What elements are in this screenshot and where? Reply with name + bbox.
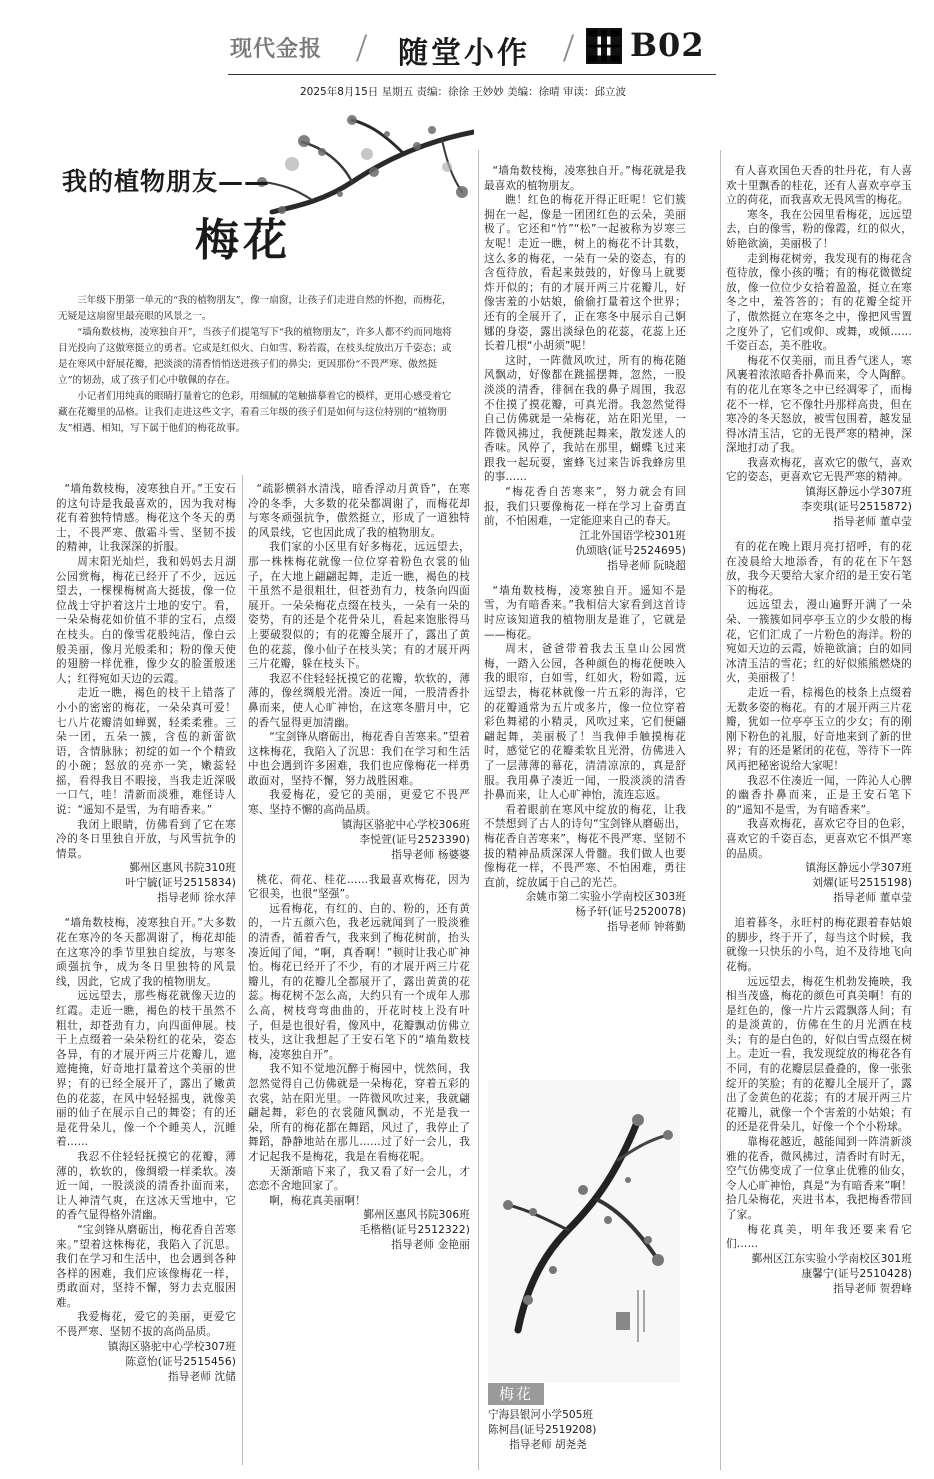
author-name: 李奕琪(证号2515872)	[801, 501, 912, 514]
article-paragraph: 有的花在晚上跟月亮打招呼，有的花在凌晨给大地添香，有的花在下午怒放，我今天要给大家介绍的是王安石笔下的梅花。	[726, 541, 912, 597]
masthead-divider: /	[563, 25, 575, 70]
article-paragraph: 周末阳光灿烂，我和妈妈去月湖公园赏梅，梅花已经开了不少，远远望去，一棵棵梅树高大挺拔，像一位位战士守护着这片土地的安宁。看，一朵朵梅花如价值不菲的宝石，点缀在枝头。白的像雪花般纯洁，像白云般美丽，像月光般柔和；粉的像天使的翅膀一样优雅，像少女的脸蛋般迷人；红得宛如天边的云霞。	[56, 555, 236, 685]
page-number: B02	[630, 26, 705, 64]
article-paragraph: 远远望去，漫山遍野开满了一朵朵、一簇簇如同亭亭玉立的少女般的梅花，它们汇成了一片粉色的海洋。粉的宛如天边的云霞，娇艳欲滴；白的如同冰清玉洁的雪花；红的好似熊熊燃烧的火，美丽极了！	[726, 599, 912, 685]
teacher-name: 指导老师 沈储	[168, 1370, 236, 1383]
column-divider	[242, 475, 243, 1465]
article	[56, 482, 236, 906]
headline-line-1: 我的植物朋友——	[62, 167, 271, 196]
article	[248, 873, 470, 1254]
article-paragraph: 我喜欢梅花，喜欢它夺目的色彩，喜欢它的千姿百态，更喜欢它不惧严寒的品质。	[726, 818, 912, 860]
article-paragraph: “墙角数枝梅，凌寒独自开。”大多数花在寒冷的冬天都凋谢了，梅花却能在这寒冷的季节里独自绽放，与寒冬顽强抗争，成为冬日里独特的风景线，因此，它成了我的植物朋友。	[56, 917, 236, 988]
hero-banner	[22, 112, 474, 292]
paper-name: 现代金报	[230, 36, 323, 62]
masthead-divider: /	[356, 25, 368, 70]
teacher-name: 指导老师 董卓莹	[833, 892, 912, 905]
column-divider	[478, 150, 479, 1470]
school-name: 宁海县银河小学505班	[488, 1409, 593, 1421]
article-paragraph: 我喜欢梅花，喜欢它的傲气，喜欢它的姿态，更喜欢它无畏严寒的精神。	[726, 456, 912, 484]
teacher-name: 指导老师 杨婆婆	[391, 848, 470, 861]
article-paragraph: 梅花不仅美丽，而且香气迷人，寒风裹着浓浓暗香扑鼻而来，令人陶醉。有的花儿在寒冬之中已经凋零了，而梅花不一样，它不像牡丹那样高贵，但在寒冷的冬天怒放，被雪包围着，越发显得冰清玉洁，它的无畏严寒的精神，深深地打动了我。	[726, 354, 912, 455]
author-name: 陈意怡(证号2515456)	[125, 1355, 236, 1368]
article	[248, 482, 470, 863]
article-paragraph: 我不知不觉地沉醉于梅园中，恍然间，我忽然觉得自己仿佛就是一朵梅花，穿着五彩的衣裳，站在阳光里。一阵微风吹过来，我就翩翩起舞，彩色的衣裳随风飘动，不光是我一朵，所有的梅花都在舞蹈，风过了，我停止了舞蹈，静静地站在那儿……过了好一会儿，我才记起我不是梅花，我是在看梅花呢。	[248, 1063, 470, 1163]
article-paragraph: 远远望去，梅花生机勃发掩映，我相当茂盛，梅花的颜色可真美啊！有的是红色的，像一片片云霞飘落人间；有的是淡黄的，仿佛在生的月光洒在枝头；有的是白色的，好似白雪点缀在树上。走近一看，我发现绽放的梅花各有不同，有的花瓣层层叠叠的，像一张张绽开的笑脸；有的花瓣儿全展开了，露出了金黄色的花蕊；有的才展开两三片花瓣儿，就像一个个害羞的小姑娘；有的还是花骨朵儿，好像一个个小粉球。	[726, 975, 912, 1134]
dateline: 2025年8月15日 星期五 责编：徐徐 王妙妙 美编：徐晴 审读：邱立波	[300, 86, 626, 98]
header-rule	[228, 74, 716, 75]
column-1	[56, 478, 236, 1385]
article	[484, 584, 686, 935]
teacher-name: 指导老师 金艳丽	[391, 1239, 470, 1252]
article-paragraph: 靠梅花越近，越能闻到一阵清新淡雅的花香，微风拂过，清香时有时无，空气仿佛变成了一位拿止优雅的仙女，令人心旷神怡，真是“为有暗香来”啊！拾几朵梅花，夹进书本，我把梅香带回了家。	[726, 1136, 912, 1221]
article-paragraph: “宝剑锋从磨砺出，梅花香自苦寒来。”望着这株梅花，我陷入了沉思：我们在学习和生活中也会遇到许多困难，我们也应像梅花一样勇敢面对，坚持不懈，努力战胜困难。	[248, 731, 470, 787]
article-paragraph: 我们家的小区里有好多梅花，远远望去，那一株株梅花就像一位位穿着粉色衣裳的仙子，在大地上翩翩起舞，走近一瞧，褐色的枝干虽然不是很粗壮，但苍劲有力，枝条向四面展开。一朵朵梅花点缀在枝头，一朵有一朵的姿势，有的还是个花骨朵儿，看起来饱胀得马上要破裂似的；有的花瓣全展开了，露出了黄色的花蕊，像小仙子在枝头笑；有的才展开两三片花瓣，躲在枝头下。	[248, 541, 470, 671]
teacher-name: 指导老师 胡尧尧	[509, 1439, 587, 1451]
article-paragraph: 我忍不住轻轻抚摸它的花瓣，薄薄的，软软的，像绸缎一样柔软。凑近一闻，一股淡淡的清香扑面而来，让人神清气爽，在这冰天雪地中，它的香气显得格外清幽。	[56, 1150, 236, 1222]
column-2	[248, 478, 470, 1253]
school-name: 鄞州区江东实验小学南校区301班	[751, 1252, 912, 1265]
article-paragraph: 我忍不住凑近一闻，一阵沁人心脾的幽香扑鼻而来，正是王安石笔下的“遥知不是雪，为有暗香来”。	[726, 774, 912, 816]
article-paragraph: 梅花真美，明年我还要来看它们……	[726, 1223, 912, 1251]
teacher-name: 指导老师 徐水萍	[157, 892, 236, 905]
author-name: 毛楷楷(证号2512322)	[359, 1224, 470, 1237]
article-paragraph: 瞧！红色的梅花开得正旺呢！它们簇拥在一起，像是一团团红色的云朵，美丽极了。它还和“竹”“松”一起被称为岁寒三友呢！走近一瞧，树上的梅花不计其数，这么多的梅花，一朵有一朵的姿态，有的含苞待放，看起来鼓鼓的，好像马上就要炸开似的；有的才展开两三片花瓣儿，好像害羞的小姑娘，偷偷打量着这个世界；还有的全展开了，正在寒冬中展示自己婀娜的身姿，露出淡绿色的花蕊，花蕊上还长着几根“小胡须”呢！	[484, 194, 686, 353]
school-name: 镇海区骆驼中心学校307班	[107, 1340, 236, 1353]
school-name: 江北外国语学校301班	[579, 529, 686, 542]
column-divider	[720, 150, 721, 1470]
author-name: 仇颂晗(证号2524695)	[575, 544, 686, 557]
school-name: 镇海区骆驼中心学校306班	[341, 818, 470, 831]
article-paragraph: 有人喜欢国色天香的牡丹花，有人喜欢十里飘香的桂花，还有人喜欢亭亭玉立的荷花，而我喜欢无畏风雪的梅花。	[726, 165, 912, 207]
article	[484, 164, 686, 574]
article-paragraph: “疏影横斜水清浅，暗香浮动月黄昏”，在寒冷的冬季，大多数的花朵都凋谢了，而梅花却与寒冬顽强抗争，傲然挺立，形成了一道独特的风景线，它也因此成了我的植物朋友。	[248, 483, 470, 539]
school-name: 镇海区静远小学307班	[805, 486, 912, 499]
teacher-name: 指导老师 董卓莹	[833, 516, 912, 529]
article	[56, 916, 236, 1384]
column-4	[726, 160, 912, 1297]
headline-line-2: 梅花	[195, 215, 291, 266]
school-name: 鄞州区惠风书院306班	[363, 1209, 470, 1222]
article-paragraph: 我忍不住轻轻抚摸它的花瓣，软软的，薄薄的，像丝绸般光滑。凑近一闻，一股清香扑鼻而来，使人心旷神怡，在这寒冬腊月中，它的香气显得更加清幽。	[248, 672, 470, 729]
teacher-name: 指导老师 钟蒋勤	[607, 921, 686, 934]
article-paragraph: 追着暮冬，永旺村的梅花跟着春姑娘的脚步，终于开了，每当这个时候，我就像一只快乐的小鸟，迫不及待地飞向花梅。	[726, 917, 912, 973]
article-paragraph: “梅花香自苦寒来”，努力就会有回报，我们只要像梅花一样在学习上奋勇直前，不怕困难，一定能迎来自己的春天。	[484, 486, 686, 528]
author-name: 李悦萱(证号2523390)	[359, 833, 470, 846]
author-name: 康馨宁(证号2510428)	[801, 1267, 912, 1280]
article-paragraph: 寒冬，我在公园里看梅花，远远望去，白的像雪，粉的像霞，红的似火，娇艳欲滴，美丽极了！	[726, 208, 912, 250]
article-paragraph: 天渐渐暗下来了，我又看了好一会儿，才恋恋不舍地回家了。	[248, 1165, 470, 1193]
qr-code-icon[interactable]	[586, 28, 622, 64]
column-3	[484, 160, 686, 935]
article-paragraph: 周末，爸爸带着我去玉皇山公园赏梅，一踏入公园，各种颜色的梅花便映入我的眼帘，白如雪，红如火，粉如霞，远远望去，梅花林就像一片五彩的海洋，它的花瓣通常为五片或多片，像一位位穿着彩色舞裙的小精灵，风吹过来，它们便翩翩起舞，美丽极了！当我伸手触摸梅花时，感觉它的花瓣柔软且光滑，仿佛进入了一层薄薄的幕花，清清凉凉的，真是舒服。我用鼻子凑近一闻，一股淡淡的清香扑鼻而来，让人心旷神怡，流连忘返。	[484, 643, 686, 802]
article-paragraph: 我爱梅花，爱它的美丽，更爱它不畏严寒、坚持不懈的高尚品质。	[248, 789, 470, 817]
article-paragraph: “墙角数枝梅，凌寒独自开。遥知不是雪，为有暗香来。”我相信大家看到这首诗时应该知道我的植物朋友是谁了，它就是——梅花。	[484, 584, 686, 641]
plum-painting-image	[488, 1080, 680, 1382]
school-name: 镇海区静远小学307班	[805, 862, 912, 875]
intro-paragraph: 小记者们用纯真的眼睛打量着它的色彩，用细腻的笔触描摹着它的模样，更用心感受着它藏在花瓣里的品格。让我们走进这些文字，看看三年级的孩子们是如何与这位特别的“植物朋友”相遇、相知，写下属于他们的梅花故事。	[58, 391, 452, 434]
article	[726, 164, 912, 530]
teacher-name: 指导老师 贺碧峰	[833, 1282, 912, 1295]
author-name: 杨予轩(证号2520078)	[575, 906, 686, 919]
article-paragraph: 走近一瞧，褐色的枝干上错落了小小的密密的梅花，一朵朵真可爱！七八片花瓣清如蝉翼，轻柔柔雅。三朵一团，五朵一簇，含苞的新蕾欲语，含情脉脉；初绽的如一个个精致的小碗；怒放的亮亦一笑，嫩蕊轻摇，看得我目不暇接，当我走近深吸一口气，哇！清新而淡雅，难怪诗人说：“遥知不是雪，为有暗香来。”	[56, 687, 236, 817]
article-paragraph: 桃花、荷花、桂花……我最喜欢梅花，因为它很美，也很“坚强”。	[248, 873, 470, 901]
intro-paragraph: 三年级下册第一单元的“我的植物朋友”，像一扇窗，让孩子们走进自然的怀抱，而梅花，无疑是这扇窗里最亮眼的风景之一。	[58, 295, 452, 322]
school-name: 余姚市第二实验小学南校区303班	[525, 891, 686, 904]
masthead	[228, 24, 720, 76]
intro-paragraph: “墙角数枝梅，凌寒独自开”，当孩子们提笔写下“我的植物朋友”，许多人都不约而同地将目光投向了这傲寒挺立的勇者。它或是红似火、白如雪、粉若霞，在枝头绽放出万千姿态；或是在寒风中舒展花瓣，把淡淡的清香悄悄送进孩子们的鼻尖；更因那份“不畏严寒、傲然挺立”的韧劲，成了孩子们心中敬佩的存在。	[58, 327, 452, 386]
school-name: 鄞州区惠风书院310班	[129, 862, 236, 875]
teacher-name: 指导老师 阮晓超	[607, 559, 686, 572]
article-paragraph: 我爱梅花，爱它的美丽，更爱它不畏严寒、坚韧不拔的高尚品质。	[56, 1311, 236, 1339]
author-name: 刘燿(证号2515198)	[812, 877, 912, 890]
article-paragraph: “墙角数枝梅，凌寒独自开。”梅花就是我最喜欢的植物朋友。	[484, 165, 686, 192]
photo-credit	[488, 1408, 596, 1453]
article-paragraph: 啊，梅花真美丽啊！	[269, 1194, 366, 1207]
section-title: 随堂小作	[398, 36, 530, 71]
article-paragraph: 我闭上眼睛，仿佛看到了它在寒冷的冬日里独自开放，与风雪抗争的情景。	[56, 818, 236, 860]
article-paragraph: 走到梅花树旁，我发现有的梅花含苞待放，像小孩的嘴；有的梅花微微绽放，像一位位少女拾着盈盈，挺立在寒冬之中，羞答答的；有的花瓣全绽开了，傲然挺立在寒冬之中，像把风雪置之度外了，它们或仰、或舞，或倾……千姿百态，美不胜收。	[726, 252, 912, 353]
article-paragraph: 远远望去，那些梅花就像天边的红霞。走近一瞧，褐色的枝干虽然不粗壮，却苍劲有力，向四面伸展。枝干上点缀着一朵朵粉红的花朵，姿态各异，有的才展开两三片花瓣儿，遮遮掩掩，好奇地打量着这个美丽的世界；有的已经全展开了，露出了嫩黄色的花蕊，在风中轻轻摇曳，就像美丽的仙子在展示自己的舞姿；有的还是花骨朵儿，像一个个睡美人，沉睡着……	[56, 990, 236, 1149]
article-paragraph: 远看梅花，有红的、白的、粉的，还有黄的，一片五颜六色，我老远就闻到了一股淡雅的清香，循着香气，我来到了梅花树前，抬头凑近闻了闻，“啊，真香啊！”顿时让我心旷神怡。梅花已经开了不少，有的才展开两三片花瓣儿，有的花瓣儿全都展开了，露出黄黄的花蕊。梅花树不怎么高，大约只有一个成年人那么高，树枝弯弯曲曲的，开花时枝上没有叶子，但是也很好看，像风中，花瓣飘动仿佛立枝头，这让我想起了王安石笔下的“墙角数枝梅，凌寒独自开”。	[248, 902, 470, 1061]
article-paragraph: 这时，一阵微风吹过，所有的梅花随风飘动，好像都在跳摇摆舞，忽然，一股淡淡的清香，徘徊在我的鼻子周围，我忍不住摸了摸花瓣，可真光滑。我忽然觉得自己仿佛就是一朵梅花，站在阳光里，一阵微风拂过，我便跳起舞来，散发迷人的香味。风停了，我站在那里，蝴蝶飞过来跟我一起玩耍，蜜蜂飞过来告诉我蜂房里的事……	[484, 354, 686, 484]
author-name: 陈柯昌(证号2519208)	[488, 1424, 597, 1436]
article-paragraph: 走近一看，棕褐色的枝条上点缀着无数多姿的梅花。有的才展开两三片花瓣，犹如一位亭亭玉立的少女；有的刚刚下粉色的礼服，好奇地来到了新的世界；有的还是紧闭的花苞，等待下一阵风再把秘密说给大家呢！	[726, 687, 912, 772]
article-paragraph: 看着眼前在寒风中绽放的梅花，让我不禁想到了古人的诗句“宝剑锋从磨砺出，梅花香自苦寒来”，梅花不畏严寒、坚韧不拔的精神品质深深人骨髓。我们做人也要像梅花一样，不畏严寒、不怕困难，勇往直前，绽放属于自己的光芒。	[484, 803, 686, 889]
article	[726, 540, 912, 906]
author-name: 叶宁毓(证号2515834)	[125, 877, 236, 890]
intro-paragraphs	[58, 293, 456, 437]
article-paragraph: “宝剑锋从磨砺出，梅花香自苦寒来。”望着这株梅花，我陷入了沉思。我们在学习和生活中，也会遇到各种各样的困难，我们应该像梅花一样，勇敢面对，坚持不懈，努力去克服困难。	[56, 1223, 236, 1309]
article	[726, 916, 912, 1297]
article-paragraph: “墙角数枝梅，凌寒独自开。”王安石的这句诗是我最喜欢的，因为我对梅花有着独特情感。梅花这个冬天的勇士，不畏严寒、傲霜斗雪、坚韧不拔的精神，让我深深的折服。	[56, 483, 236, 554]
photo-caption-label: 梅花	[488, 1383, 544, 1405]
